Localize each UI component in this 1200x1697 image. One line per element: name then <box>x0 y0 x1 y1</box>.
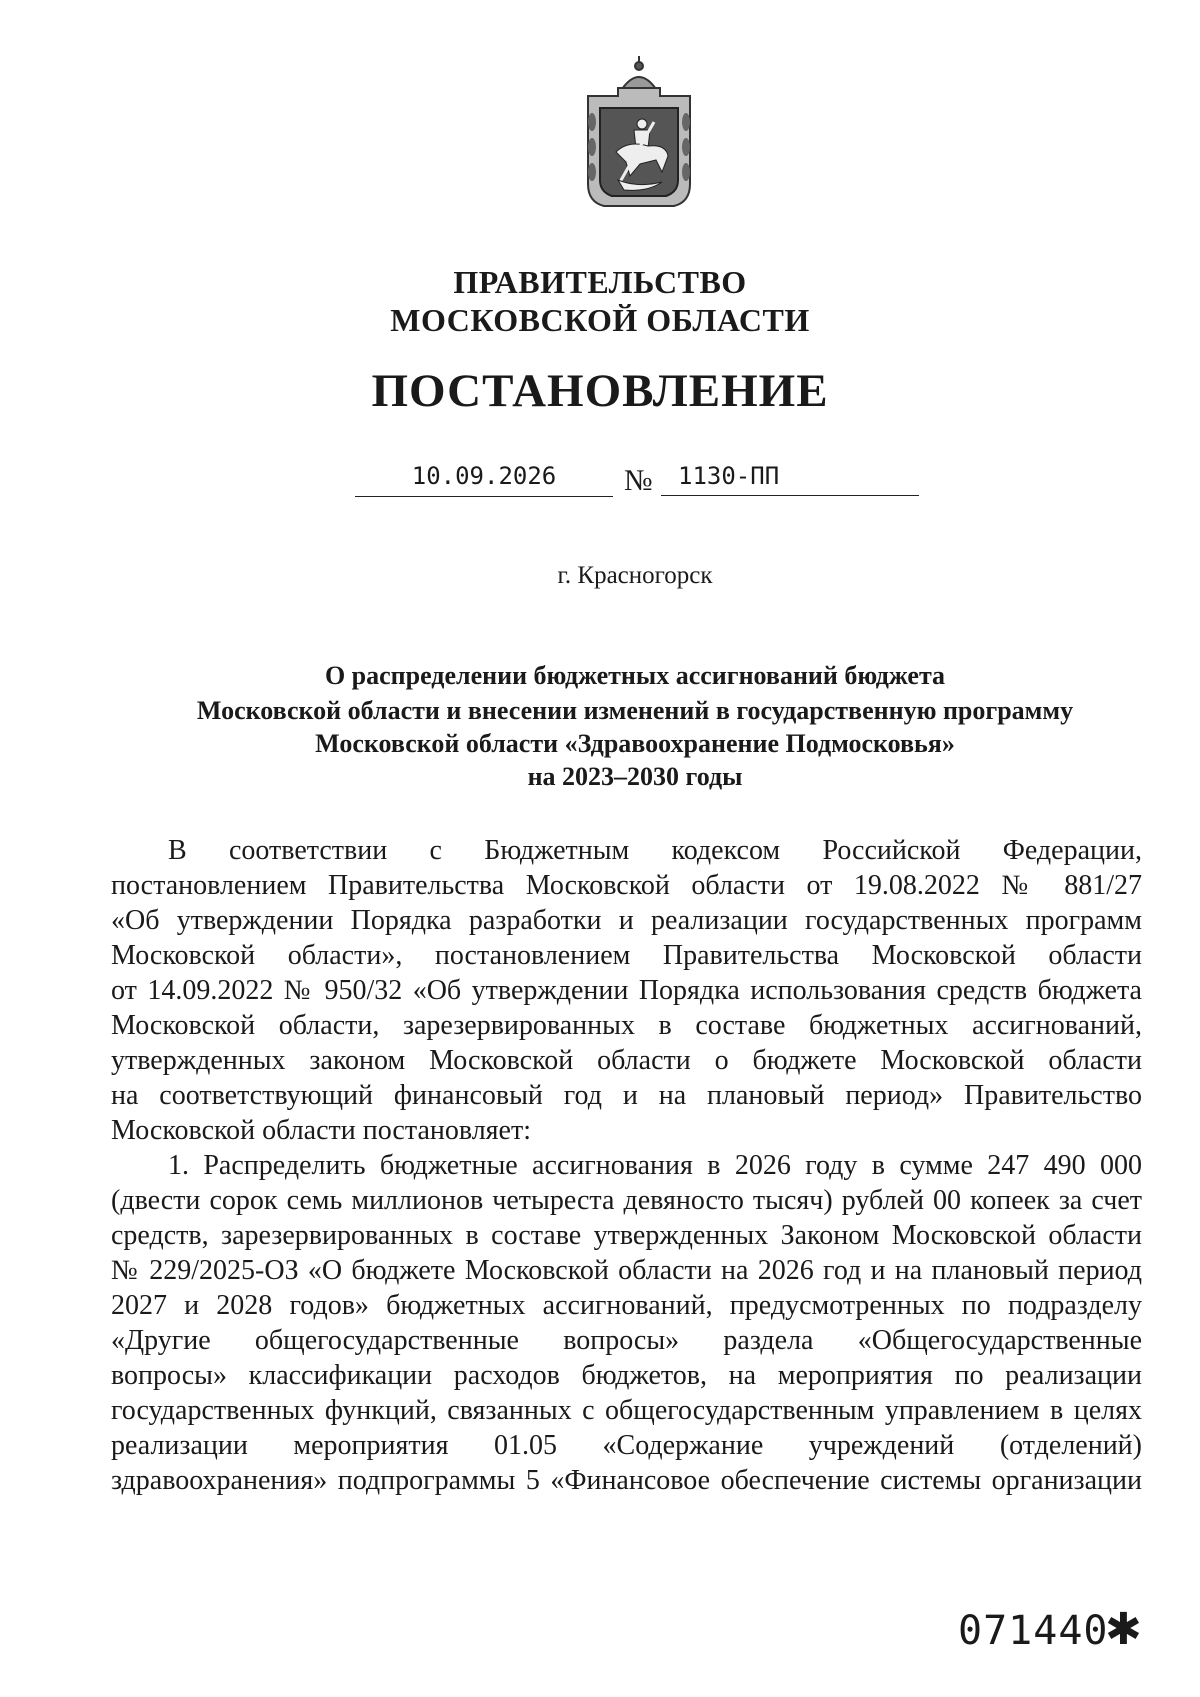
organization-name-line-2: МОСКОВСКОЙ ОБЛАСТИ <box>390 302 810 338</box>
body-line: утвержденных законом Московской области о бюджете Московской области <box>111 1045 1142 1076</box>
organization-name-line-1: ПРАВИТЕЛЬСТВО <box>453 264 747 300</box>
city: г. Красногорск <box>557 562 713 589</box>
body-line: вопросы» классификации расходов бюджетов, на мероприятия по реализации <box>111 1360 1142 1391</box>
asterisk-mark-icon: ✱ <box>1105 1604 1142 1655</box>
document-title-line: Московской области «Здравоохранение Подмосковья» <box>315 729 955 758</box>
body-line: здравоохранения» подпрограммы 5 «Финансовое обеспечение системы организации <box>111 1465 1142 1496</box>
body-line: В соответствии с Бюджетным кодексом Российской Федерации, <box>168 835 1142 866</box>
document-title-line: на 2023–2030 годы <box>527 762 743 791</box>
body-line: 2027 и 2028 годов» бюджетных ассигнований, предусмотренных по подразделу <box>111 1290 1142 1321</box>
body-line: от 14.09.2022 № 950/32 «Об утверждении Порядка использования средств бюджета <box>111 975 1142 1006</box>
body-line: Московской области», постановлением Правительства Московской области <box>111 940 1142 971</box>
document-title-line: Московской области и внесении изменений в государственную программу <box>196 696 1074 725</box>
body-line: Московской области постановляет: <box>111 1115 531 1146</box>
body-line: на соответствующий финансовый год и на плановый период» Правительство <box>111 1080 1142 1111</box>
body-line: государственных функций, связанных с общегосударственным управлением в целях <box>111 1395 1142 1426</box>
body-line: № 229/2025-ОЗ «О бюджете Московской области на 2026 год и на плановый период <box>111 1255 1142 1286</box>
document-title-line: О распределении бюджетных ассигнований бюджета <box>324 661 946 690</box>
document-body <box>111 833 1142 1498</box>
document-type: ПОСТАНОВЛЕНИЕ <box>371 365 829 417</box>
document-number: 1130-ПП <box>661 456 919 496</box>
document-date: 10.09.2026 <box>355 456 613 497</box>
body-line: «Об утверждении Порядка разработки и реализации государственных программ <box>111 905 1142 936</box>
body-line: «Другие общегосударственные вопросы» раздела «Общегосударственные <box>111 1325 1142 1356</box>
serial-number: 071440 <box>958 1608 1109 1654</box>
body-line: реализации мероприятия 01.05 «Содержание учреждений (отделений) <box>111 1430 1142 1461</box>
body-line: средств, зарезервированных в составе утвержденных Законом Московской области <box>111 1220 1142 1251</box>
body-line: постановлением Правительства Московской области от 19.08.2022 № 881/27 <box>111 870 1142 901</box>
body-line: (двести сорок семь миллионов четыреста девяносто тысяч) рублей 00 копеек за счет <box>111 1185 1142 1216</box>
number-sign: № <box>624 464 653 497</box>
body-line: 1. Распределить бюджетные ассигнования в 2026 году в сумме 247 490 000 <box>168 1150 1142 1181</box>
body-line: Московской области, зарезервированных в составе бюджетных ассигнований, <box>111 1010 1142 1041</box>
moscow-oblast-coat-of-arms-icon <box>578 52 700 214</box>
